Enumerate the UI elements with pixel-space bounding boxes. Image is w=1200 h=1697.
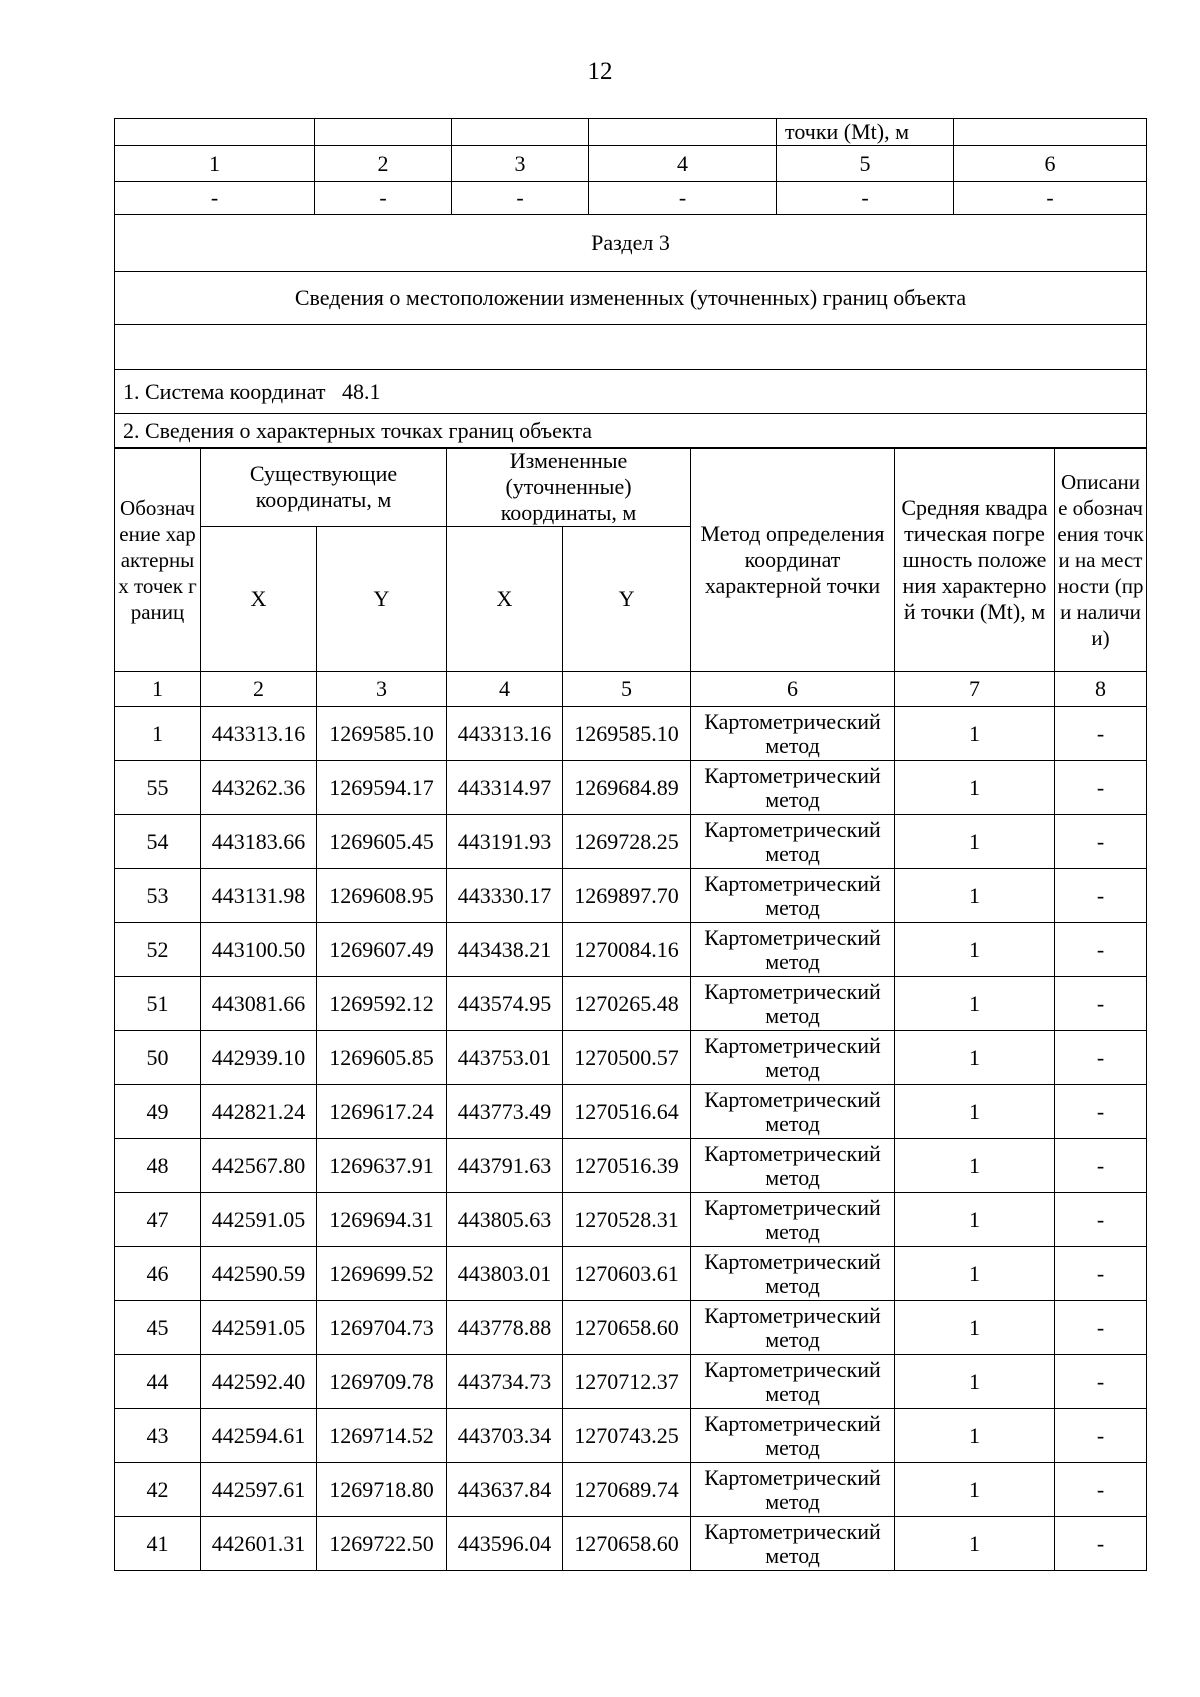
- changed-y-cell: 1270528.31: [563, 1193, 691, 1247]
- existing-y-cell: 1269592.12: [317, 977, 447, 1031]
- existing-y-cell: 1269605.85: [317, 1031, 447, 1085]
- existing-x-cell: 443183.66: [201, 815, 317, 869]
- method-cell: Картометрический метод: [691, 1301, 895, 1355]
- column-number: 6: [691, 672, 895, 707]
- method-cell: Картометрический метод: [691, 923, 895, 977]
- description-cell: -: [1055, 1139, 1147, 1193]
- header-error: Средняя квадратическая погрешность положения характерной точки (Mt), м: [895, 448, 1055, 672]
- point-id-cell: 55: [115, 761, 201, 815]
- mean-error-cell: 1: [895, 1193, 1055, 1247]
- changed-y-cell: 1270658.60: [563, 1517, 691, 1571]
- description-cell: -: [1055, 869, 1147, 923]
- continuation-number-row: [115, 146, 1147, 182]
- empty-row: [115, 325, 1147, 370]
- changed-x-cell: 443734.73: [447, 1355, 563, 1409]
- table-row: [115, 1409, 1147, 1463]
- existing-x-cell: 442594.61: [201, 1409, 317, 1463]
- method-cell: Картометрический метод: [691, 815, 895, 869]
- section-title: Раздел 3: [115, 215, 1147, 272]
- mean-error-cell: 1: [895, 977, 1055, 1031]
- column-number: 6: [954, 146, 1147, 182]
- header-existing: Существующие координаты, м: [201, 448, 447, 527]
- table-row: [115, 707, 1147, 761]
- mean-error-cell: 1: [895, 815, 1055, 869]
- method-cell: Картометрический метод: [691, 977, 895, 1031]
- description-cell: -: [1055, 1247, 1147, 1301]
- changed-x-cell: 443330.17: [447, 869, 563, 923]
- method-cell: Картометрический метод: [691, 1193, 895, 1247]
- table-row: [115, 1355, 1147, 1409]
- header-existing-y: Y: [317, 527, 447, 672]
- point-id-cell: 53: [115, 869, 201, 923]
- changed-y-cell: 1270516.64: [563, 1085, 691, 1139]
- existing-y-cell: 1269722.50: [317, 1517, 447, 1571]
- table-row: [115, 923, 1147, 977]
- changed-y-cell: 1269585.10: [563, 707, 691, 761]
- existing-y-cell: 1269699.52: [317, 1247, 447, 1301]
- mean-error-cell: 1: [895, 707, 1055, 761]
- existing-x-cell: 443313.16: [201, 707, 317, 761]
- point-id-cell: 47: [115, 1193, 201, 1247]
- header-designation: Обозначение характерных точек границ: [115, 448, 201, 672]
- method-cell: Картометрический метод: [691, 1517, 895, 1571]
- changed-x-cell: 443313.16: [447, 707, 563, 761]
- existing-x-cell: 442601.31: [201, 1517, 317, 1571]
- changed-y-cell: 1269897.70: [563, 869, 691, 923]
- existing-x-cell: 442591.05: [201, 1193, 317, 1247]
- point-id-cell: 43: [115, 1409, 201, 1463]
- existing-x-cell: 442597.61: [201, 1463, 317, 1517]
- existing-y-cell: 1269637.91: [317, 1139, 447, 1193]
- existing-y-cell: 1269694.31: [317, 1193, 447, 1247]
- existing-y-cell: 1269709.78: [317, 1355, 447, 1409]
- point-id-cell: 50: [115, 1031, 201, 1085]
- changed-y-cell: 1270603.61: [563, 1247, 691, 1301]
- header-cell: [115, 119, 315, 146]
- table-row: [115, 869, 1147, 923]
- existing-x-cell: 443081.66: [201, 977, 317, 1031]
- empty-value: -: [452, 182, 589, 215]
- column-number: 3: [452, 146, 589, 182]
- mean-error-cell: 1: [895, 1247, 1055, 1301]
- coordinate-system: 1. Система координат 48.1: [115, 370, 1147, 414]
- empty-value: -: [777, 182, 954, 215]
- existing-x-cell: 443100.50: [201, 923, 317, 977]
- changed-y-cell: 1270500.57: [563, 1031, 691, 1085]
- table-row: [115, 1463, 1147, 1517]
- existing-y-cell: 1269704.73: [317, 1301, 447, 1355]
- empty-value: -: [115, 182, 315, 215]
- changed-x-cell: 443703.34: [447, 1409, 563, 1463]
- section-subtitle: Сведения о местоположении измененных (уточненных) границ объекта: [115, 272, 1147, 325]
- mean-error-cell: 1: [895, 1517, 1055, 1571]
- existing-x-cell: 443262.36: [201, 761, 317, 815]
- method-cell: Картометрический метод: [691, 1247, 895, 1301]
- table-row: [115, 1517, 1147, 1571]
- description-cell: -: [1055, 923, 1147, 977]
- changed-y-cell: 1270712.37: [563, 1355, 691, 1409]
- mean-error-cell: 1: [895, 761, 1055, 815]
- table-row: [115, 1031, 1147, 1085]
- mean-error-cell: 1: [895, 1031, 1055, 1085]
- table-row: [115, 1085, 1147, 1139]
- changed-y-cell: 1270084.16: [563, 923, 691, 977]
- table-row: [115, 1247, 1147, 1301]
- existing-x-cell: 442821.24: [201, 1085, 317, 1139]
- description-cell: -: [1055, 1301, 1147, 1355]
- changed-x-cell: 443191.93: [447, 815, 563, 869]
- changed-y-cell: 1269684.89: [563, 761, 691, 815]
- column-number-row: [115, 672, 1147, 707]
- header-row-1: [115, 448, 1147, 527]
- column-number: 3: [317, 672, 447, 707]
- changed-x-cell: 443803.01: [447, 1247, 563, 1301]
- method-cell: Картометрический метод: [691, 869, 895, 923]
- table-row: [115, 977, 1147, 1031]
- coordinates-rows: [115, 707, 1147, 1571]
- empty-value: -: [315, 182, 452, 215]
- changed-x-cell: 443778.88: [447, 1301, 563, 1355]
- point-id-cell: 44: [115, 1355, 201, 1409]
- column-number: 7: [895, 672, 1055, 707]
- existing-y-cell: 1269608.95: [317, 869, 447, 923]
- description-cell: -: [1055, 1031, 1147, 1085]
- point-id-cell: 49: [115, 1085, 201, 1139]
- existing-y-cell: 1269718.80: [317, 1463, 447, 1517]
- method-cell: Картометрический метод: [691, 761, 895, 815]
- mean-error-cell: 1: [895, 1139, 1055, 1193]
- description-cell: -: [1055, 815, 1147, 869]
- changed-x-cell: 443596.04: [447, 1517, 563, 1571]
- changed-y-cell: 1270689.74: [563, 1463, 691, 1517]
- empty-value: -: [589, 182, 777, 215]
- method-cell: Картометрический метод: [691, 1463, 895, 1517]
- mean-error-cell: 1: [895, 1463, 1055, 1517]
- point-id-cell: 52: [115, 923, 201, 977]
- description-cell: -: [1055, 1463, 1147, 1517]
- changed-x-cell: 443438.21: [447, 923, 563, 977]
- description-cell: -: [1055, 707, 1147, 761]
- existing-x-cell: 443131.98: [201, 869, 317, 923]
- method-cell: Картометрический метод: [691, 1031, 895, 1085]
- mean-error-cell: 1: [895, 923, 1055, 977]
- table-row: [115, 1193, 1147, 1247]
- point-id-cell: 41: [115, 1517, 201, 1571]
- point-id-cell: 1: [115, 707, 201, 761]
- mean-error-cell: 1: [895, 1355, 1055, 1409]
- description-cell: -: [1055, 1085, 1147, 1139]
- header-cell: [589, 119, 777, 146]
- coordinates-table: [114, 447, 1147, 1571]
- page-number: 12: [587, 58, 613, 85]
- description-cell: -: [1055, 761, 1147, 815]
- changed-x-cell: 443791.63: [447, 1139, 563, 1193]
- table-row: [115, 761, 1147, 815]
- existing-y-cell: 1269617.24: [317, 1085, 447, 1139]
- mean-error-cell: 1: [895, 869, 1055, 923]
- existing-y-cell: 1269605.45: [317, 815, 447, 869]
- header-fragment: точки (Mt), м: [777, 119, 954, 146]
- mean-error-cell: 1: [895, 1409, 1055, 1463]
- existing-x-cell: 442592.40: [201, 1355, 317, 1409]
- header-description: Описание обозначения точки на местности (при наличии): [1055, 448, 1147, 672]
- column-number: 2: [315, 146, 452, 182]
- column-number: 5: [563, 672, 691, 707]
- existing-y-cell: 1269714.52: [317, 1409, 447, 1463]
- description-cell: -: [1055, 1193, 1147, 1247]
- existing-x-cell: 442567.80: [201, 1139, 317, 1193]
- header-changed-y: Y: [563, 527, 691, 672]
- changed-y-cell: 1270658.60: [563, 1301, 691, 1355]
- existing-y-cell: 1269594.17: [317, 761, 447, 815]
- header-changed: Измененные (уточненные) координаты, м: [447, 448, 691, 527]
- column-number: 4: [589, 146, 777, 182]
- header-cell: [452, 119, 589, 146]
- changed-y-cell: 1270743.25: [563, 1409, 691, 1463]
- method-cell: Картометрический метод: [691, 1139, 895, 1193]
- changed-x-cell: 443805.63: [447, 1193, 563, 1247]
- continuation-table: [114, 118, 1147, 449]
- existing-x-cell: 442939.10: [201, 1031, 317, 1085]
- changed-x-cell: 443314.97: [447, 761, 563, 815]
- existing-x-cell: 442591.05: [201, 1301, 317, 1355]
- column-number: 8: [1055, 672, 1147, 707]
- existing-y-cell: 1269585.10: [317, 707, 447, 761]
- method-cell: Картометрический метод: [691, 1409, 895, 1463]
- changed-y-cell: 1270516.39: [563, 1139, 691, 1193]
- points-heading: 2. Сведения о характерных точках границ объекта: [115, 414, 1147, 449]
- point-id-cell: 45: [115, 1301, 201, 1355]
- table-row: [115, 815, 1147, 869]
- column-number: 4: [447, 672, 563, 707]
- method-cell: Картометрический метод: [691, 1085, 895, 1139]
- header-existing-x: X: [201, 527, 317, 672]
- column-number: 5: [777, 146, 954, 182]
- changed-x-cell: 443773.49: [447, 1085, 563, 1139]
- description-cell: -: [1055, 1355, 1147, 1409]
- table-row: [115, 1301, 1147, 1355]
- existing-y-cell: 1269607.49: [317, 923, 447, 977]
- point-id-cell: 42: [115, 1463, 201, 1517]
- description-cell: -: [1055, 1409, 1147, 1463]
- table-row: [115, 1139, 1147, 1193]
- description-cell: -: [1055, 977, 1147, 1031]
- changed-y-cell: 1270265.48: [563, 977, 691, 1031]
- changed-x-cell: 443753.01: [447, 1031, 563, 1085]
- point-id-cell: 54: [115, 815, 201, 869]
- changed-x-cell: 443574.95: [447, 977, 563, 1031]
- header-cell: [954, 119, 1147, 146]
- method-cell: Картометрический метод: [691, 707, 895, 761]
- changed-x-cell: 443637.84: [447, 1463, 563, 1517]
- empty-value: -: [954, 182, 1147, 215]
- method-cell: Картометрический метод: [691, 1355, 895, 1409]
- continuation-header-row: [115, 119, 1147, 146]
- changed-y-cell: 1269728.25: [563, 815, 691, 869]
- point-id-cell: 48: [115, 1139, 201, 1193]
- mean-error-cell: 1: [895, 1301, 1055, 1355]
- header-method: Метод определения координат характерной точки: [691, 448, 895, 672]
- existing-x-cell: 442590.59: [201, 1247, 317, 1301]
- column-number: 1: [115, 672, 201, 707]
- point-id-cell: 51: [115, 977, 201, 1031]
- header-changed-x: X: [447, 527, 563, 672]
- continuation-empty-row: [115, 182, 1147, 215]
- point-id-cell: 46: [115, 1247, 201, 1301]
- mean-error-cell: 1: [895, 1085, 1055, 1139]
- column-number: 2: [201, 672, 317, 707]
- header-cell: [315, 119, 452, 146]
- column-number: 1: [115, 146, 315, 182]
- description-cell: -: [1055, 1517, 1147, 1571]
